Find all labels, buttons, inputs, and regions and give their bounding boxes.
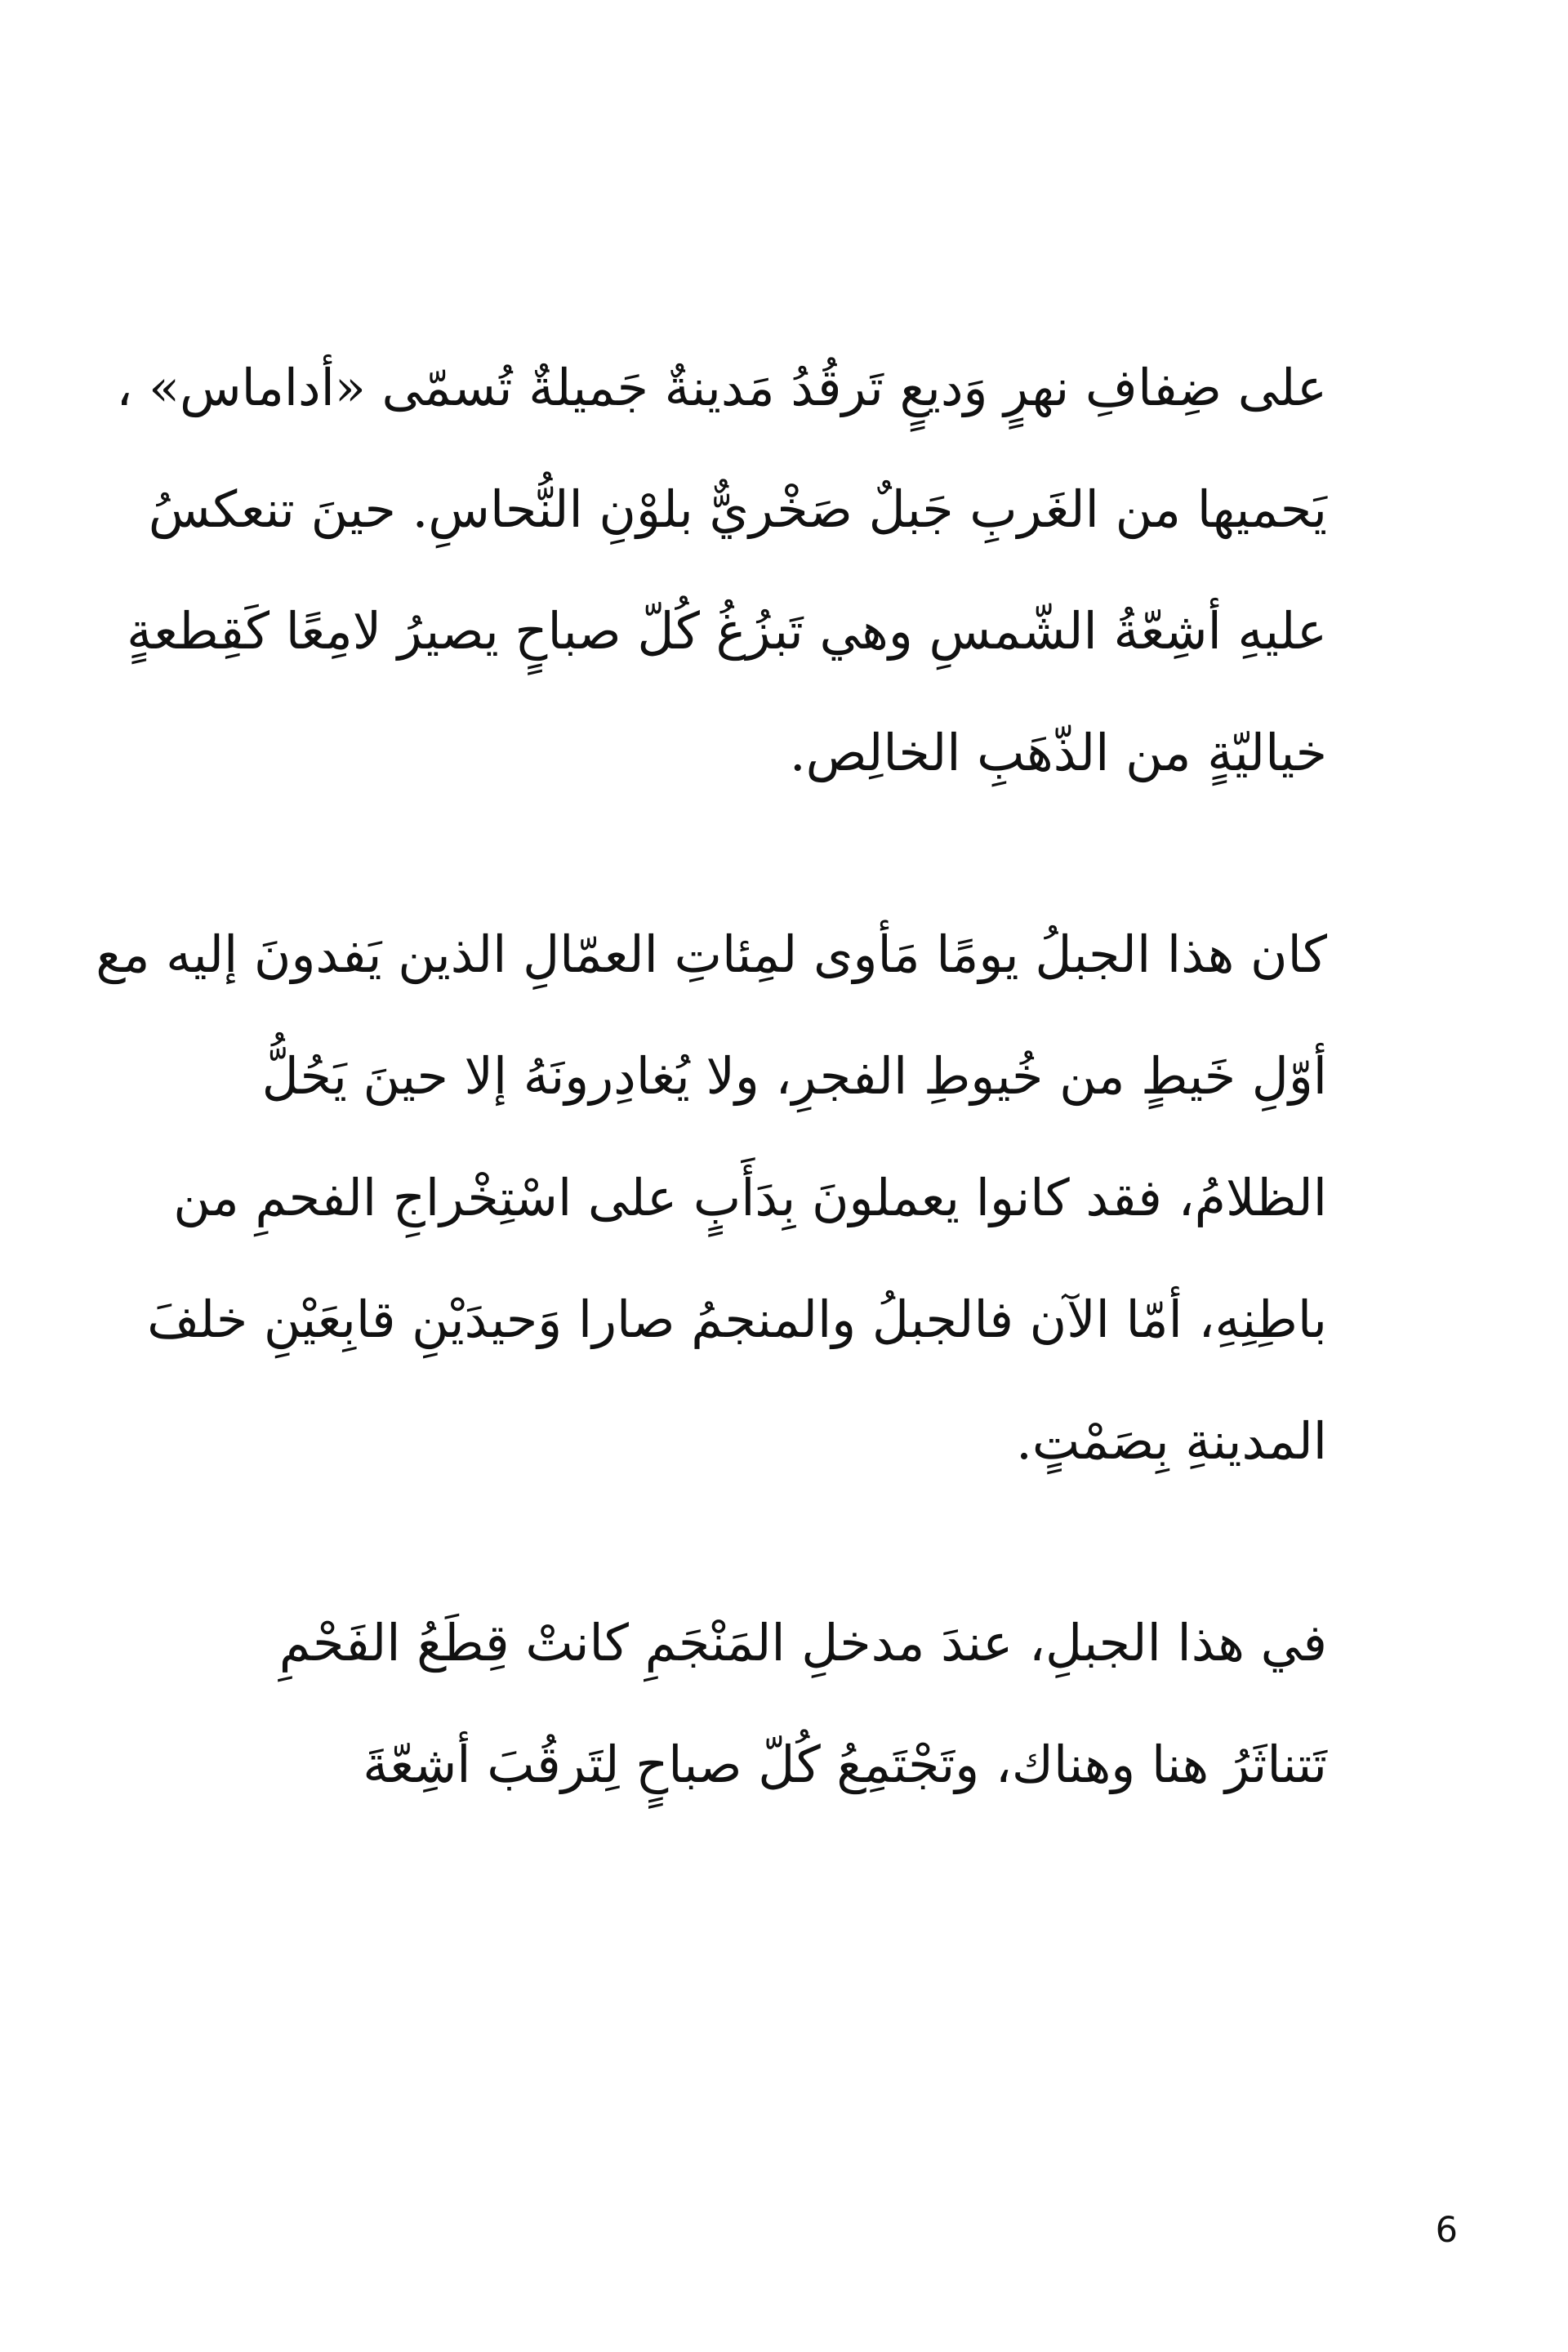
text-line: تَتناثَرُ هنا وهناك، وتَجْتَمِعُ كُلّ صباحٍ لِتَرقُبَ أشِعّةَ [363,1735,1327,1794]
paragraph-2 [96,893,1327,1502]
text-line: يَحميها من الغَربِ جَبلٌ صَخْريٌّ بلوْنِ النُّحاسِ. حينَ تنعكسُ [148,479,1327,539]
text-line: الظلامُ، فقد كانوا يعملونَ بِدَأَبٍ على اسْتِخْراجِ الفحمِ من [173,1168,1327,1227]
text-line: المدينةِ بِصَمْتٍ. [1016,1411,1327,1471]
paragraph-3 [233,1582,1327,1825]
page-number: 6 [1435,2210,1458,2251]
text-line: كان هذا الجبلُ يومًا مَأوى لمِئاتِ العمّالِ الذين يَفدونَ إليه مع [96,924,1327,984]
paragraph-1 [116,327,1327,813]
text-line: على ضِفافِ نهرٍ وَديعٍ تَرقُدُ مَدينةٌ جَميلةٌ تُسمّى «أداماس» ، [116,358,1327,417]
text-line: في هذا الجبلِ، عندَ مدخلِ المَنْجَمِ كانتْ قِطَعُ الفَحْمِ [278,1613,1327,1673]
text-line: خياليّةٍ من الذّهَبِ الخالِص. [789,723,1327,782]
story-text [96,327,1327,1905]
text-line: باطِنِهِ، أمّا الآن فالجبلُ والمنجمُ صارا وَحيدَيْنِ قابِعَيْنِ خلفَ [147,1290,1327,1349]
text-line: أوّلِ خَيطٍ من خُيوطِ الفجرِ، ولا يُغادِرونَهُ إلا حينَ يَحُلُّ [261,1046,1327,1106]
text-line: عليهِ أشِعّةُ الشّمسِ وهي تَبزُغُ كُلّ صباحٍ يصيرُ لامِعًا كَقِطعةٍ [127,601,1327,661]
